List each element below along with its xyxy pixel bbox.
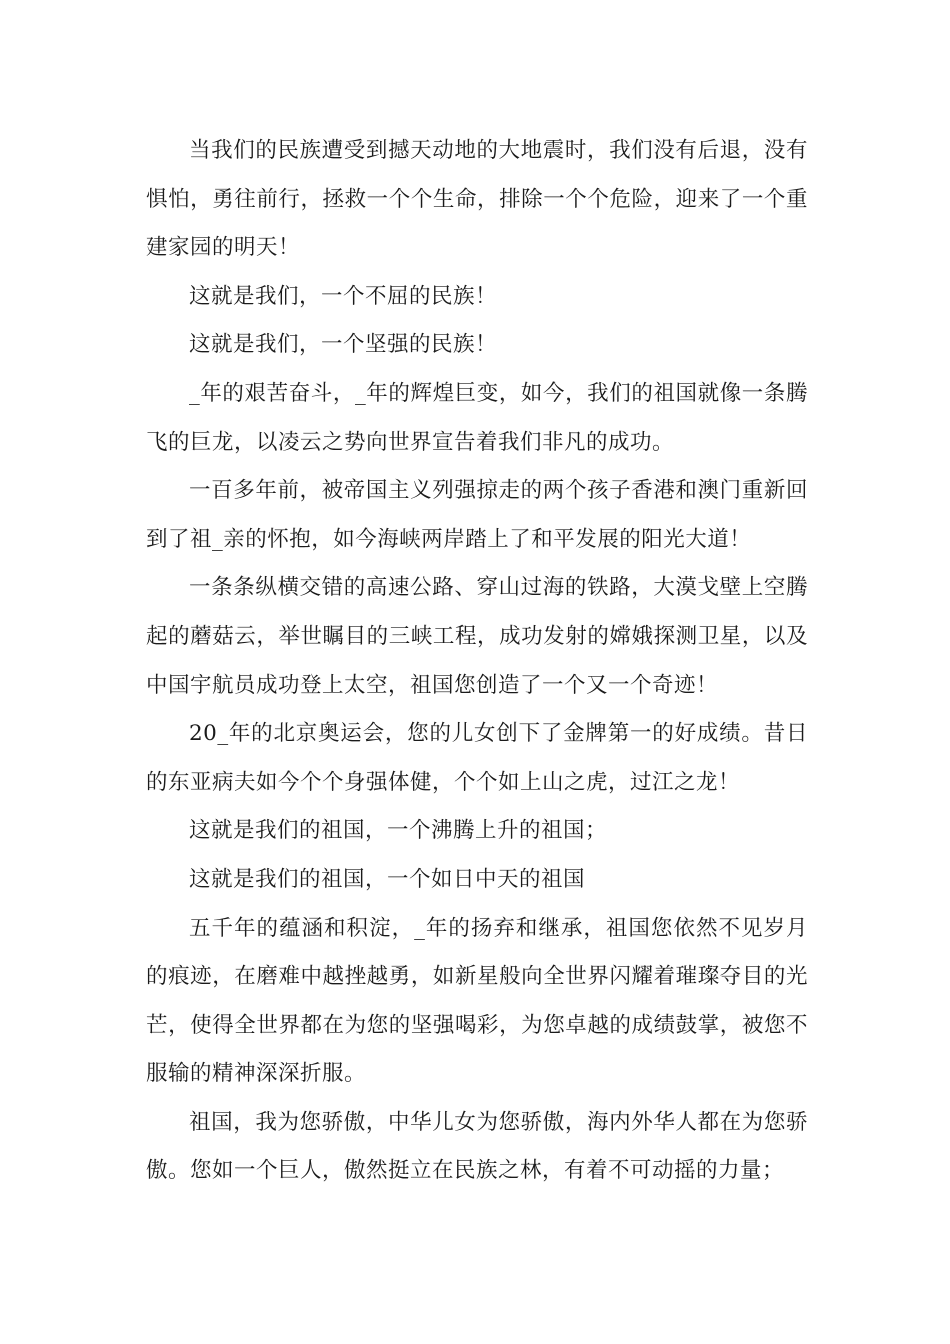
essay-body (146, 127, 808, 1196)
paragraph-rising-motherland: 这就是我们的祖国，一个沸腾上升的祖国； (189, 818, 608, 844)
paragraph-earthquake: 当我们的民族遭受到撼天动地的大地震时，我们没有后退，没有惧怕，勇往前行，拯救一个个生命，排除一个个危险，迎来了一个重建家园的明天！ (146, 138, 808, 261)
paragraph-five-thousand-years: 五千年的蕴涵和积淀，_年的扬弃和继承，祖国您依然不见岁月的痕迹，在磨难中越挫越勇，如新星般向全世界闪耀着璀璨夺目的光芒，使得全世界都在为您的坚强喝彩，为您卓越的成绩鼓掌，被您不服输的精神深深折服。 (146, 915, 808, 1087)
paragraph-olympics: 20_年的北京奥运会，您的儿女创下了金牌第一的好成绩。昔日的东亚病夫如今个个身强体健，个个如上山之虎，过江之龙！ (146, 721, 808, 795)
paragraph-achievements: 一条条纵横交错的高速公路、穿山过海的铁路，大漠戈壁上空腾起的蘑菇云，举世瞩目的三峡工程，成功发射的嫦娥探测卫星，以及中国宇航员成功登上太空，祖国您创造了一个又一个奇迹！ (146, 575, 808, 698)
paragraph-unyielding-nation: 这就是我们，一个不屈的民族！ (189, 283, 498, 309)
paragraph-hongkong-macao: 一百多年前，被帝国主义列强掠走的两个孩子香港和澳门重新回到了祖_亲的怀抱，如今海峡两岸踏上了和平发展的阳光大道！ (146, 478, 808, 552)
paragraph-pride: 祖国，我为您骄傲，中华儿女为您骄傲，海内外华人都在为您骄傲。您如一个巨人，傲然挺立在民族之林，有着不可动摇的力量； (146, 1109, 808, 1184)
paragraph-soaring-dragon: _年的艰苦奋斗，_年的辉煌巨变，如今，我们的祖国就像一条腾飞的巨龙，以凌云之势向世界宣告着我们非凡的成功。 (146, 380, 808, 455)
paragraph-noonday-motherland: 这就是我们的祖国，一个如日中天的祖国 (189, 866, 586, 892)
paragraph-strong-nation: 这就是我们，一个坚强的民族！ (189, 332, 498, 358)
